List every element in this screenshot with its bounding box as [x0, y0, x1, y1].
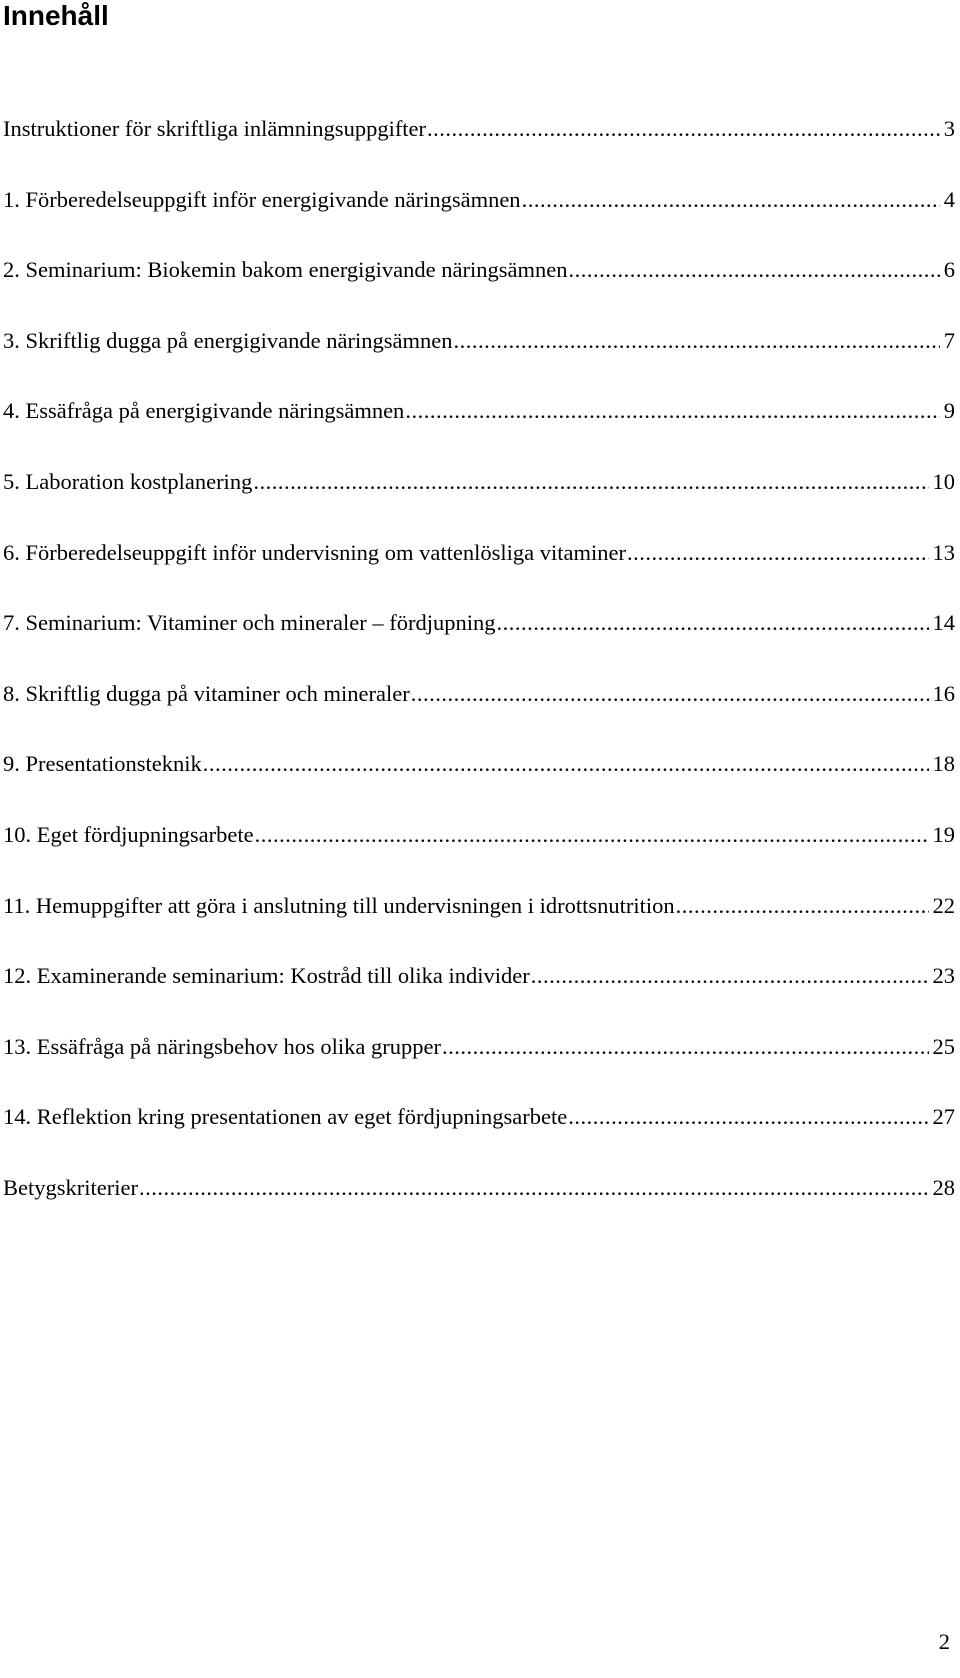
- toc-entry-label: 4. Essäfråga på energigivande näringsämnen: [3, 398, 405, 424]
- toc-entry-12[interactable]: [3, 962, 955, 1033]
- toc-entry-1[interactable]: [3, 186, 955, 257]
- toc-entry-page: 14: [932, 610, 955, 636]
- toc-entry-label: 1. Förberedelseuppgift inför energigivande näringsämnen: [3, 186, 521, 212]
- toc-entry-label: 5. Laboration kostplanering: [3, 468, 253, 494]
- toc-entry-page: 22: [932, 892, 955, 918]
- toc-dot-leader: [139, 1174, 929, 1202]
- toc-entry-label: Instruktioner för skriftliga inlämningsuppgifter: [3, 116, 427, 141]
- toc-entry-page: 19: [932, 821, 955, 847]
- toc-entry-5[interactable]: [3, 468, 955, 539]
- toc-entry-page: 27: [932, 1104, 955, 1130]
- toc-entry-7[interactable]: [3, 609, 955, 680]
- toc-dot-leader: [453, 327, 939, 355]
- toc-entry-8[interactable]: [3, 680, 955, 751]
- toc-dot-leader: [253, 468, 928, 496]
- toc-entry-label: 3. Skriftlig dugga på energigivande näringsämnen: [3, 327, 453, 353]
- table-of-contents: [3, 115, 955, 1245]
- toc-entry-label: 8. Skriftlig dugga på vitaminer och mineraler: [3, 680, 410, 706]
- toc-entry-13[interactable]: [3, 1033, 955, 1104]
- toc-entry-6[interactable]: [3, 539, 955, 610]
- toc-entry-label: Betygskriterier: [3, 1174, 138, 1200]
- toc-dot-leader: [203, 750, 929, 778]
- toc-entry-instructions[interactable]: [3, 115, 955, 186]
- toc-entry-label: 14. Reflektion kring presentationen av eget fördjupningsarbete: [3, 1104, 568, 1130]
- toc-entry-10[interactable]: [3, 821, 955, 892]
- toc-dot-leader: [522, 186, 940, 214]
- toc-entry-page: 23: [932, 963, 955, 989]
- toc-entry-page: 7: [943, 327, 955, 353]
- toc-dot-leader: [255, 821, 929, 849]
- toc-entry-page: 18: [932, 751, 955, 777]
- toc-entry-page: 6: [943, 257, 955, 283]
- toc-dot-leader: [442, 1033, 928, 1061]
- toc-entry-3[interactable]: [3, 327, 955, 398]
- page-title: Innehåll: [3, 0, 109, 31]
- toc-entry-11[interactable]: [3, 892, 955, 963]
- toc-entry-label: 2. Seminarium: Biokemin bakom energigivande näringsämnen: [3, 257, 568, 283]
- toc-dot-leader: [427, 115, 940, 143]
- toc-dot-leader: [627, 539, 929, 567]
- toc-dot-leader: [568, 1103, 928, 1131]
- toc-entry-label: 13. Essäfråga på näringsbehov hos olika grupper: [3, 1033, 442, 1059]
- toc-entry-2[interactable]: [3, 256, 955, 327]
- toc-entry-page: 3: [943, 116, 955, 141]
- toc-entry-label: 12. Examinerande seminarium: Kostråd till olika individer: [3, 963, 530, 989]
- toc-entry-label: 11. Hemuppgifter att göra i anslutning till undervisningen i idrottsnutrition: [3, 892, 675, 918]
- toc-entry-page: 9: [943, 398, 955, 424]
- toc-entry-4[interactable]: [3, 397, 955, 468]
- toc-entry-page: 25: [932, 1033, 955, 1059]
- toc-entry-9[interactable]: [3, 750, 955, 821]
- toc-dot-leader: [497, 609, 929, 637]
- toc-dot-leader: [676, 892, 929, 920]
- toc-entry-page: 28: [932, 1174, 955, 1200]
- toc-dot-leader: [568, 256, 939, 284]
- toc-entry-page: 10: [932, 468, 955, 494]
- toc-dot-leader: [411, 680, 929, 708]
- toc-entry-label: 10. Eget fördjupningsarbete: [3, 821, 254, 847]
- toc-entry-label: 6. Förberedelseuppgift inför undervisning om vattenlösliga vitaminer: [3, 539, 626, 565]
- toc-entry-page: 13: [932, 539, 955, 565]
- toc-dot-leader: [405, 397, 939, 425]
- toc-entry-page: 16: [932, 680, 955, 706]
- toc-dot-leader: [531, 962, 929, 990]
- toc-entry-label: 7. Seminarium: Vitaminer och mineraler – fördjupning: [3, 610, 496, 636]
- toc-entry-grading-criteria[interactable]: [3, 1174, 955, 1245]
- page-number: 2: [938, 1629, 950, 1654]
- toc-entry-14[interactable]: [3, 1103, 955, 1174]
- toc-entry-label: 9. Presentationsteknik: [3, 751, 202, 777]
- toc-entry-page: 4: [943, 186, 955, 212]
